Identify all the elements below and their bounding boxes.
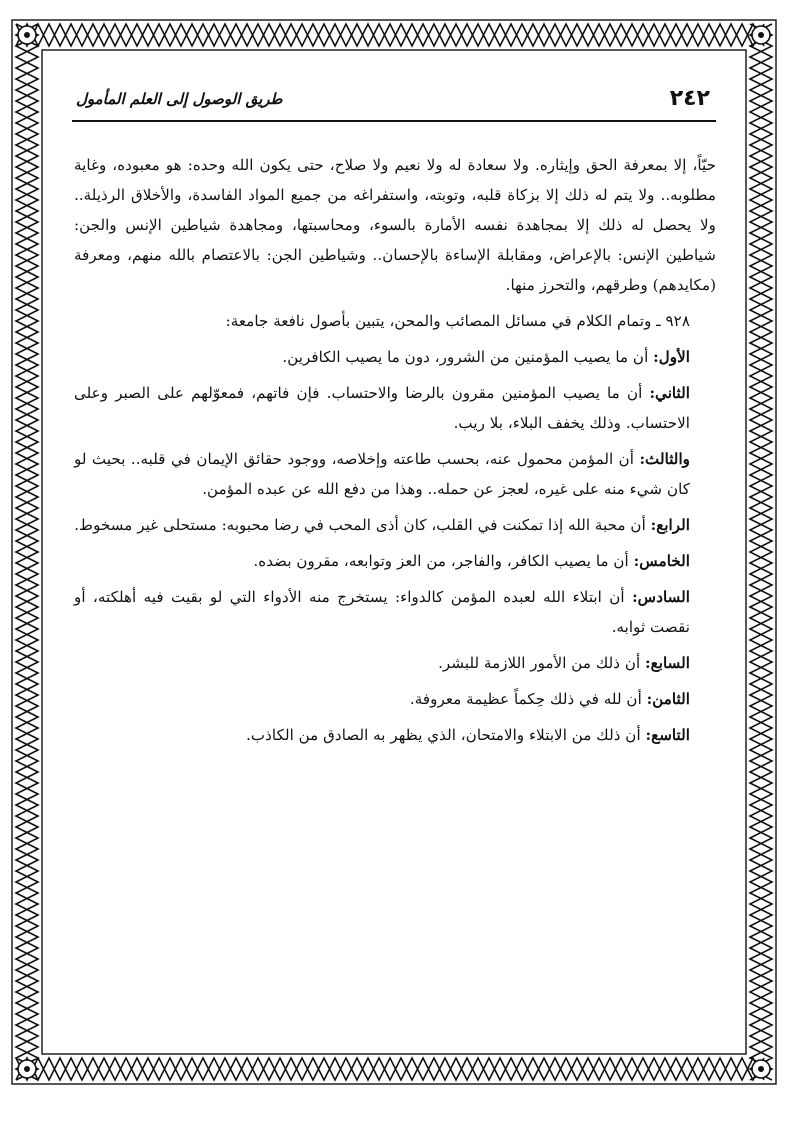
principle-label: الثاني:: [649, 384, 690, 402]
principle-label: السادس:: [632, 588, 690, 606]
principle-9: [74, 720, 716, 750]
principle-label: الثامن:: [646, 690, 690, 708]
principle-text: أن ما يصيب المؤمنين من الشرور، دون ما يصيب الكافرين.: [282, 348, 654, 366]
principle-label: الرابع:: [650, 516, 690, 534]
principle-text: أن لله في ذلك حِكماً عظيمة معروفة.: [409, 690, 647, 708]
page-header: [72, 80, 716, 116]
principle-text: أن ما يصيب الكافر، والفاجر، من العز وتوابعه، مقرون بضده.: [253, 552, 634, 570]
page-body: [74, 150, 716, 750]
principle-text: أن محبة الله إذا تمكنت في القلب، كان أذى المحب في رضا محبوبه: مستحلى غير مسخوط.: [74, 516, 651, 534]
principle-label: والثالث:: [639, 450, 690, 468]
principle-label: الخامس:: [633, 552, 690, 570]
principle-text: أن ذلك من الأمور اللازمة للبشر.: [438, 654, 646, 672]
border-zigzag: [16, 24, 38, 1080]
principle-label: الأول:: [653, 348, 690, 366]
principle-label: السابع:: [645, 654, 690, 672]
principle-1: [74, 342, 716, 372]
paragraph-928: ٩٢٨ ـ وتمام الكلام في مسائل المصائب والمحن، يتبين بأصول نافعة جامعة:: [225, 312, 690, 330]
corner-ornament-dot: [758, 1066, 764, 1072]
corner-ornament-dot: [24, 1066, 30, 1072]
principle-text: أن ما يصيب المؤمنين مقرون بالرضا والاحتساب. فإن فاتهم، فمعوّلهم على الصبر وعلى الاحتساب. وذلك يخفف البلاء، بلا ريب.: [74, 384, 690, 432]
principle-4: [74, 510, 716, 540]
border-zigzag: [16, 24, 38, 1080]
principle-5: [74, 546, 716, 576]
principle-text: أن ابتلاء الله لعبده المؤمن كالدواء: يستخرج منه الأدواء التي لو بقيت فيه أهلكته، أو نقصت ثوابه.: [74, 588, 690, 636]
border-zigzag: [750, 24, 772, 1080]
corner-ornament-dot: [24, 32, 30, 38]
principle-3: [74, 444, 716, 504]
principle-8: [74, 684, 716, 714]
principle-text: أن ذلك من الابتلاء والامتحان، الذي يظهر به الصادق من الكاذب.: [246, 726, 646, 744]
paragraph: حيّاً، إلا بمعرفة الحق وإيثاره. ولا سعادة له ولا نعيم ولا صلاح، حتى يكون الله وحده: هو معبوده، وغاية مطلوبه.. ولا يتم له ذلك إلا بزكاة قلبه، وتوبته، واستفراغه من جميع المواد الفاسدة، والأخلاق الرذيلة.. ولا يحصل له ذلك إلا بمجاهدة نفسه الأمارة بالسوء، ومحاسبتها، ومجاهدة شياطين الإنس والجن: شياطين الإنس: بالإعراض، ومقابلة الإساءة بالإحسان.. وشياطين الجن: بالاعتصام بالله منهم، ومعرفة (مكايدهم) وطرقهم، والتحرز منها.: [74, 156, 716, 294]
principle-2: [74, 378, 716, 438]
principle-7: [74, 648, 716, 678]
page-number: ٢٤٢: [669, 86, 710, 111]
principle-6: [74, 582, 716, 642]
running-title: طريق الوصول إلى العلم المأمول: [76, 90, 283, 108]
principle-label: التاسع:: [645, 726, 690, 744]
corner-ornament-dot: [758, 32, 764, 38]
header-divider: [72, 120, 716, 122]
principle-text: أن المؤمن محمول عنه، بحسب طاعته وإخلاصه، ووجود حقائق الإيمان في قلبه.. بحيث لو كان شيء منه على غيره، لعجز عن حمله.. وهذا من دفع الله عن عبده المؤمن.: [74, 450, 690, 498]
border-zigzag: [750, 24, 772, 1080]
